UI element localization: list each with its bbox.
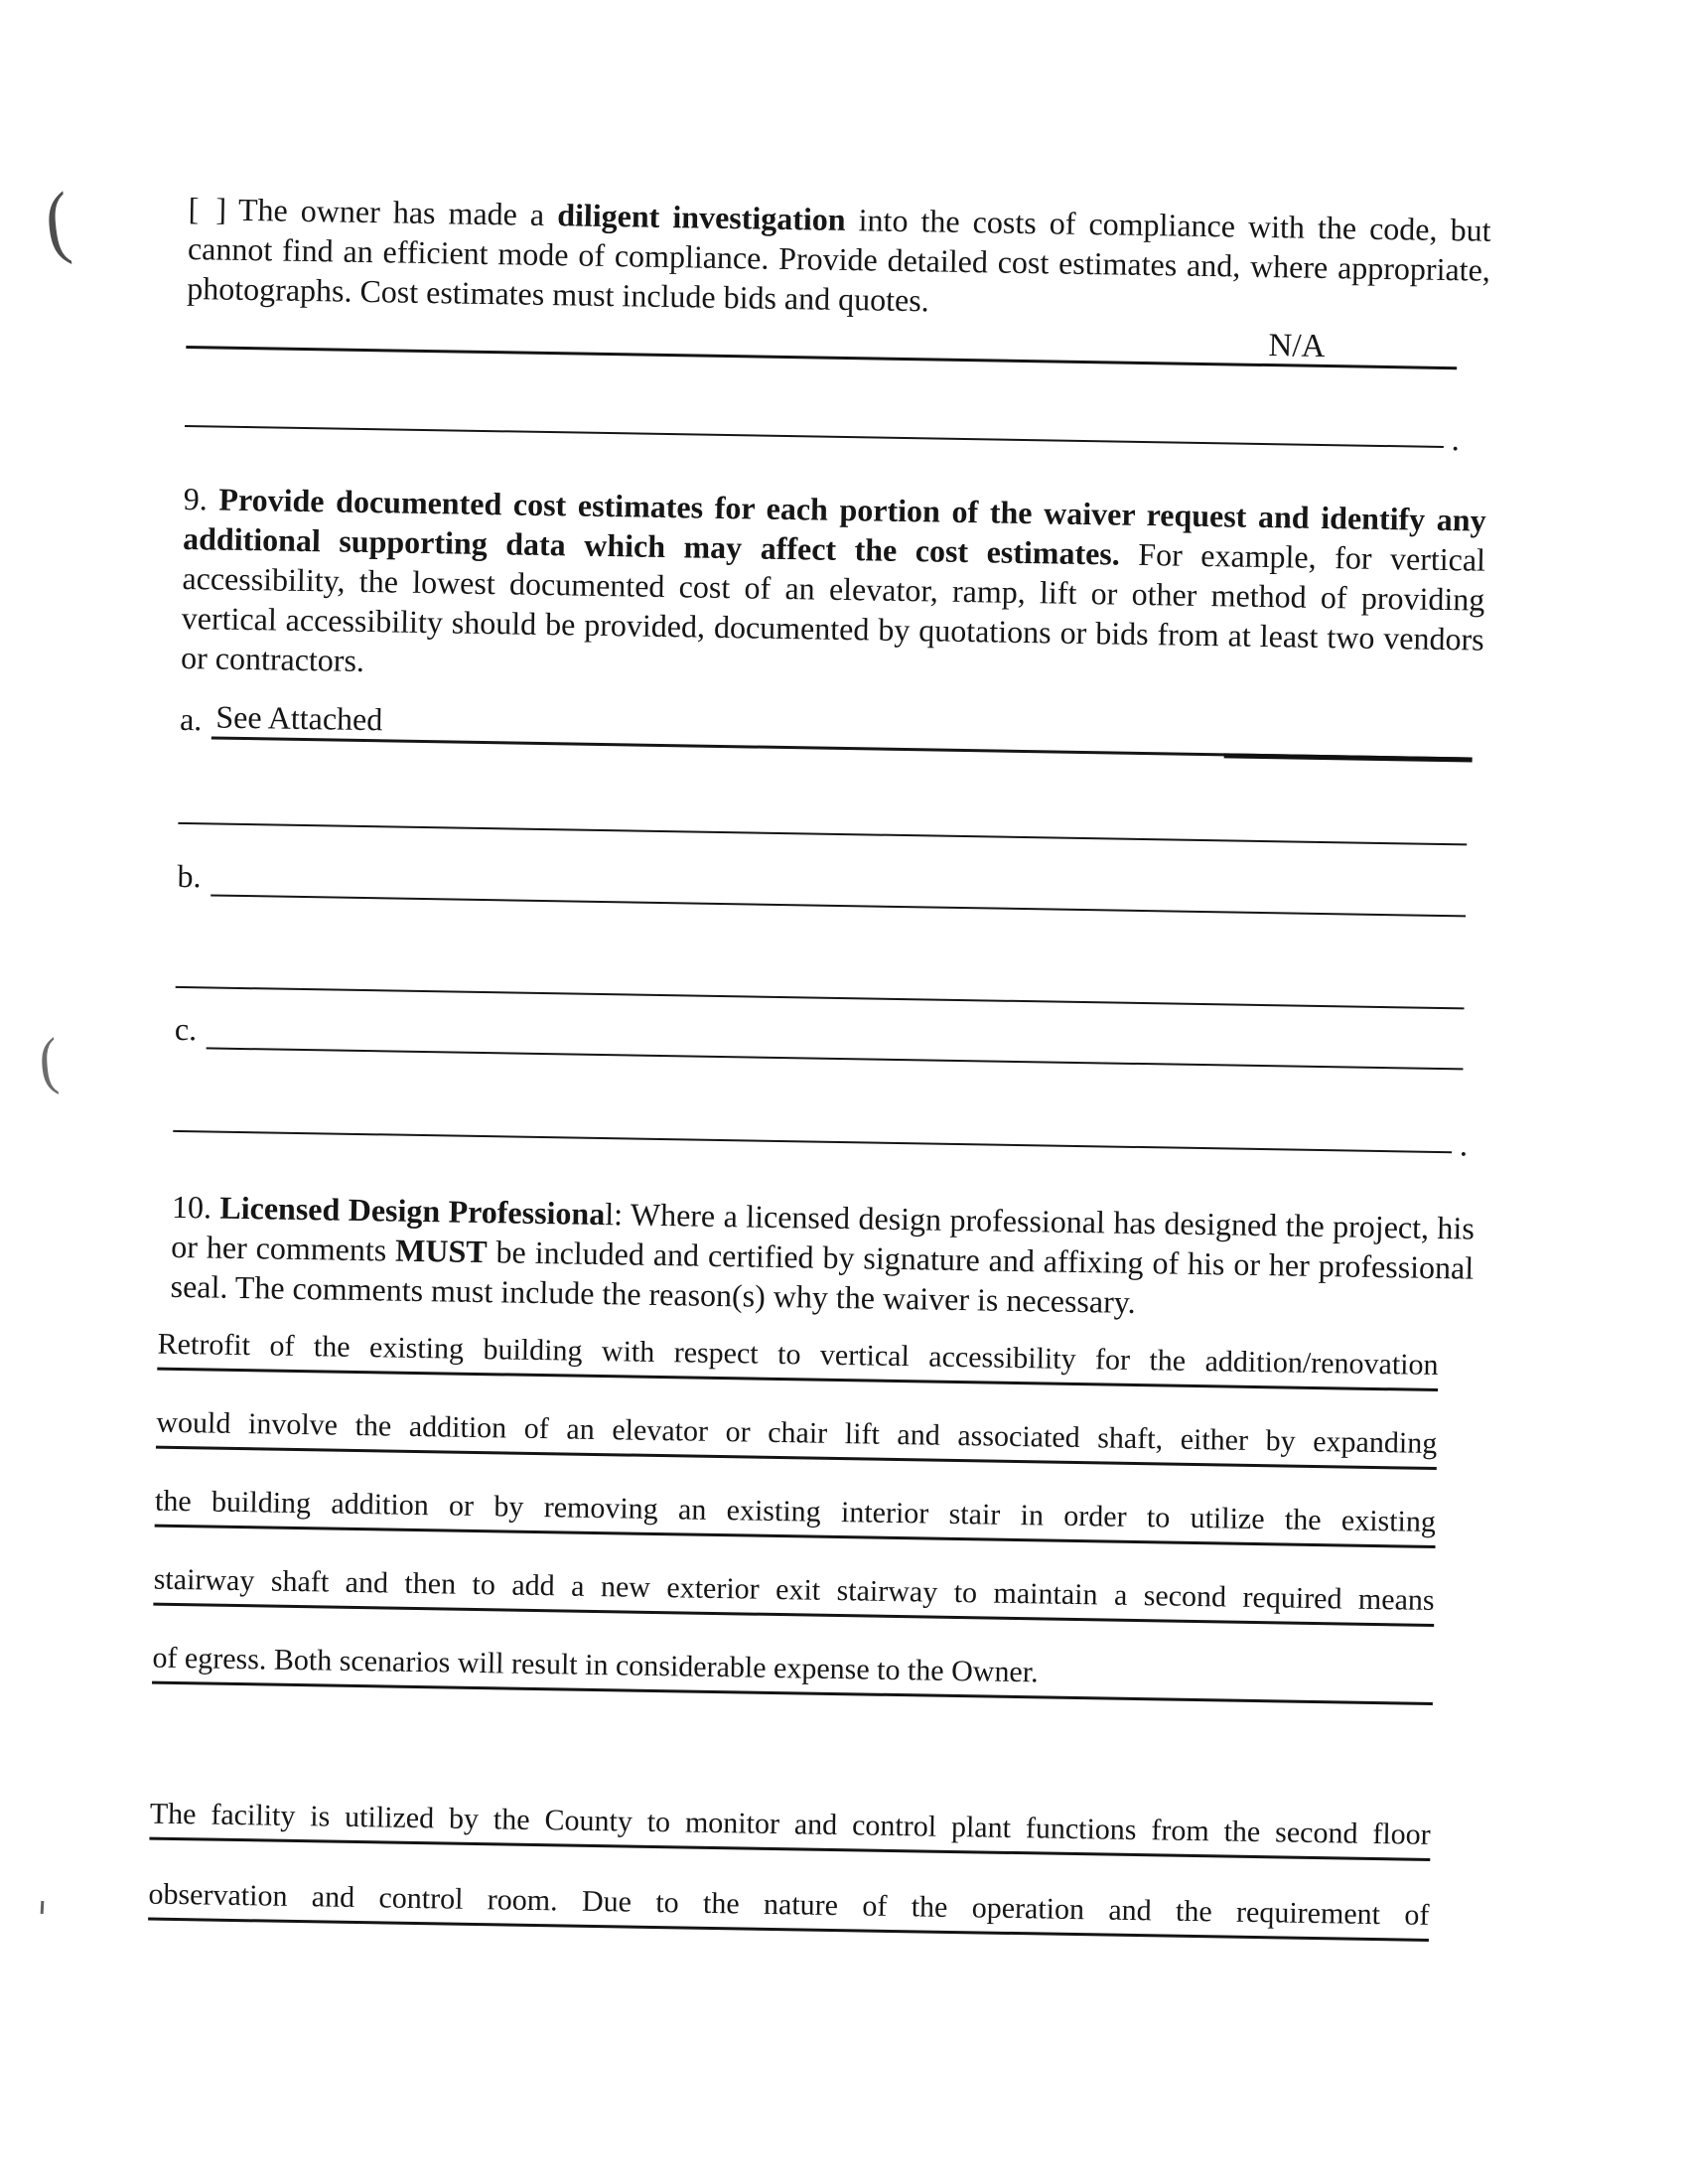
- blank-answer-line-a2: [178, 785, 1467, 846]
- option8-lead-text: The owner has made a: [237, 191, 558, 233]
- scan-artifact-tick-icon: [41, 1901, 45, 1914]
- answer-a-line: [211, 697, 1471, 760]
- scan-artifact-arc-mid-icon: (: [36, 1024, 61, 1096]
- line-terminal-period: .: [1459, 1127, 1469, 1164]
- answer-c-label: c.: [174, 1010, 198, 1048]
- option8-rest-text: into the costs of compliance with the code, but cannot find an efficient mode of compliance. Provide detailed cost estimates and, where appropriate, photographs. Cost estimates must include bids and quotes.: [187, 201, 1491, 319]
- question-10-must-text: MUST: [394, 1232, 488, 1270]
- answer-10-line-2: would involve the addition of an elevator or chair lift and associated shaft, either by expanding: [156, 1402, 1438, 1470]
- question-10-rest-text: be included and certified by signature and affixing of his or her professional seal. The comments must include the reason(s) why the waiver is necessary.: [170, 1234, 1475, 1320]
- option8-bold-text: diligent investigation: [556, 197, 846, 237]
- question-10-number: 10.: [171, 1188, 220, 1226]
- question-9-rest-text: For example, for vertical accessibility, the lowest documented cost of an elevator, ramp, lift or other method of providing vertical accessibility should be provided, documented by quotations or bids from at least two vendors or contractors.: [180, 535, 1486, 678]
- answer-b-line: [211, 893, 1466, 917]
- blank-answer-line-b2: [176, 948, 1465, 1010]
- question-9-number: 9.: [183, 480, 219, 517]
- answer-10-line-5: of egress. Both scenarios will result in considerable expense to the Owner.: [152, 1638, 1434, 1705]
- scan-artifact-arc-top-icon: (: [40, 174, 74, 268]
- answer-a-label: a.: [179, 700, 203, 738]
- question-9-bold-text: Provide documented cost estimates for each portion of the waiver request and identify any additional supporting data which may affect the cost estimates.: [182, 481, 1486, 572]
- answer-row-c: [175, 1003, 1465, 1071]
- form-content: [148, 189, 1491, 1932]
- blank-answer-line-c2: [173, 1092, 1469, 1164]
- answer-b-label: b.: [177, 857, 202, 895]
- answer-10-line-3: the building addition or by removing an existing interior stair in order to utilize the existing: [155, 1481, 1437, 1548]
- answer-row-b: [177, 850, 1467, 918]
- answer-10-line-1: Retrofit of the existing building with respect to vertical accessibility for the addition/renovation: [157, 1324, 1439, 1391]
- blank-answer-line-8b: [185, 387, 1461, 459]
- answer-10-line-4: stairway shaft and then to add a new exterior exit stairway to maintain a second required means: [153, 1559, 1435, 1627]
- rule-thick-segment: [1224, 753, 1473, 762]
- question-10-paragraph: [170, 1187, 1475, 1328]
- answer-8-value: N/A: [1268, 328, 1326, 364]
- question-10-bold-text: Licensed Design Professiona: [219, 1189, 606, 1233]
- answer-row-a: [180, 691, 1472, 761]
- answer-10-line-6: The facility is utilized by the County to monitor and control plant functions from the second floor: [149, 1794, 1431, 1861]
- checkbox-unchecked: [ ]: [188, 190, 229, 227]
- question-9-paragraph: [181, 479, 1486, 699]
- line-terminal-period: .: [1451, 422, 1461, 459]
- answer-c-line: [207, 1046, 1464, 1070]
- answer-10-line-7: observation and control room. Due to the nature of the operation and the requirement of: [148, 1874, 1430, 1942]
- answer-a-value: See Attached: [215, 698, 383, 738]
- question-10-mid-text: l: Where a licensed design professional has designed the project, his or her comments: [171, 1196, 1476, 1268]
